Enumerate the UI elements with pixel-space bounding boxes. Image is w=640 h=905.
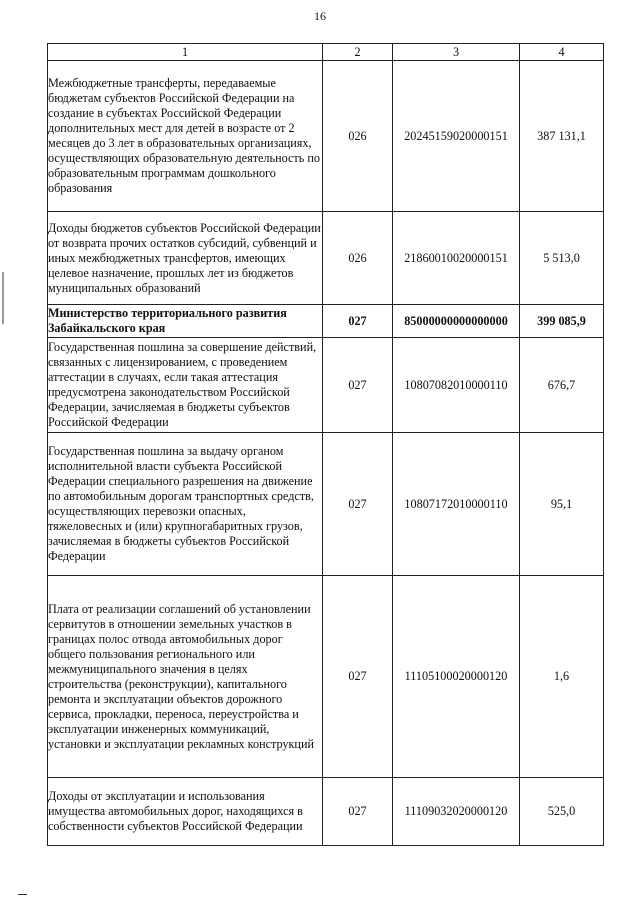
classification-code-cell: 10807082010000110 [393, 338, 520, 433]
administrator-code-cell: 027 [323, 433, 393, 576]
revenue-name-cell: Министерство территориального развития Забайкальского края [48, 305, 323, 338]
amount-cell: 525,0 [520, 778, 604, 846]
amount-cell: 676,7 [520, 338, 604, 433]
classification-code-cell: 85000000000000000 [393, 305, 520, 338]
column-header: 4 [520, 44, 604, 61]
classification-code-cell: 11109032020000120 [393, 778, 520, 846]
table-row [48, 212, 604, 305]
amount-cell: 95,1 [520, 433, 604, 576]
column-header: 2 [323, 44, 393, 61]
amount-cell: 1,6 [520, 576, 604, 778]
revenue-name-cell: Государственная пошлина за совершение действий, связанных с лицензированием, с проведением аттестации в случаях, если такая аттестация предусмотрена законодательством Российской Федерации, зачисляемая в бюджеты субъектов Российской Федерации [48, 338, 323, 433]
administrator-code-cell: 026 [323, 61, 393, 212]
table-row [48, 433, 604, 576]
ministry-total-row [48, 305, 604, 338]
classification-code-cell: 21860010020000151 [393, 212, 520, 305]
revenue-name-cell: Плата от реализации соглашений об установлении сервитутов в отношении земельных участков в границах полос отвода автомобильных дорог общего пользования регионального или межмуниципального значения в целях строительства (реконструкции), капитального ремонта и эксплуатации объектов дорожного сервиса, прокладки, переноса, переустройства и эксплуатации инженерных коммуникаций, установки и эксплуатации рекламных конструкций [48, 576, 323, 778]
classification-code-cell: 11105100020000120 [393, 576, 520, 778]
revenue-name-cell: Межбюджетные трансферты, передаваемые бюджетам субъектов Российской Федерации на создание в субъектах Российской Федерации дополнительных мест для детей в возрасте от 2 месяцев до 3 лет в образовательных организациях, осуществляющих образовательную деятельность по образовательным программам дошкольного образования [48, 61, 323, 212]
table-row [48, 338, 604, 433]
administrator-code-cell: 027 [323, 778, 393, 846]
classification-code-cell: 10807172010000110 [393, 433, 520, 576]
revenue-name-cell: Государственная пошлина за выдачу органом исполнительной власти субъекта Российской Федерации специального разрешения на движение по автомобильным дорогам транспортных средств, осуществляющих перевозки опасных, тяжеловесных и (или) крупногабаритных грузов, зачисляемая в бюджеты субъектов Российской Федерации [48, 433, 323, 576]
administrator-code-cell: 027 [323, 338, 393, 433]
table-row [48, 778, 604, 846]
administrator-code-cell: 026 [323, 212, 393, 305]
table-row [48, 576, 604, 778]
column-number-header-row [48, 44, 604, 61]
amount-cell: 399 085,9 [520, 305, 604, 338]
amount-cell: 5 513,0 [520, 212, 604, 305]
scan-edge-dash [18, 894, 27, 895]
classification-code-cell: 20245159020000151 [393, 61, 520, 212]
revenue-name-cell: Доходы бюджетов субъектов Российской Федерации от возврата прочих остатков субсидий, субвенций и иных межбюджетных трансфертов, имеющих целевое назначение, прошлых лет из бюджетов муниципальных образований [48, 212, 323, 305]
column-header: 3 [393, 44, 520, 61]
administrator-code-cell: 027 [323, 305, 393, 338]
scan-edge-mark [2, 272, 4, 324]
administrator-code-cell: 027 [323, 576, 393, 778]
budget-revenue-table [47, 43, 604, 846]
table-row [48, 61, 604, 212]
column-header: 1 [48, 44, 323, 61]
revenue-name-cell: Доходы от эксплуатации и использования имущества автомобильных дорог, находящихся в собственности субъектов Российской Федерации [48, 778, 323, 846]
amount-cell: 387 131,1 [520, 61, 604, 212]
page-number: 16 [314, 9, 326, 23]
